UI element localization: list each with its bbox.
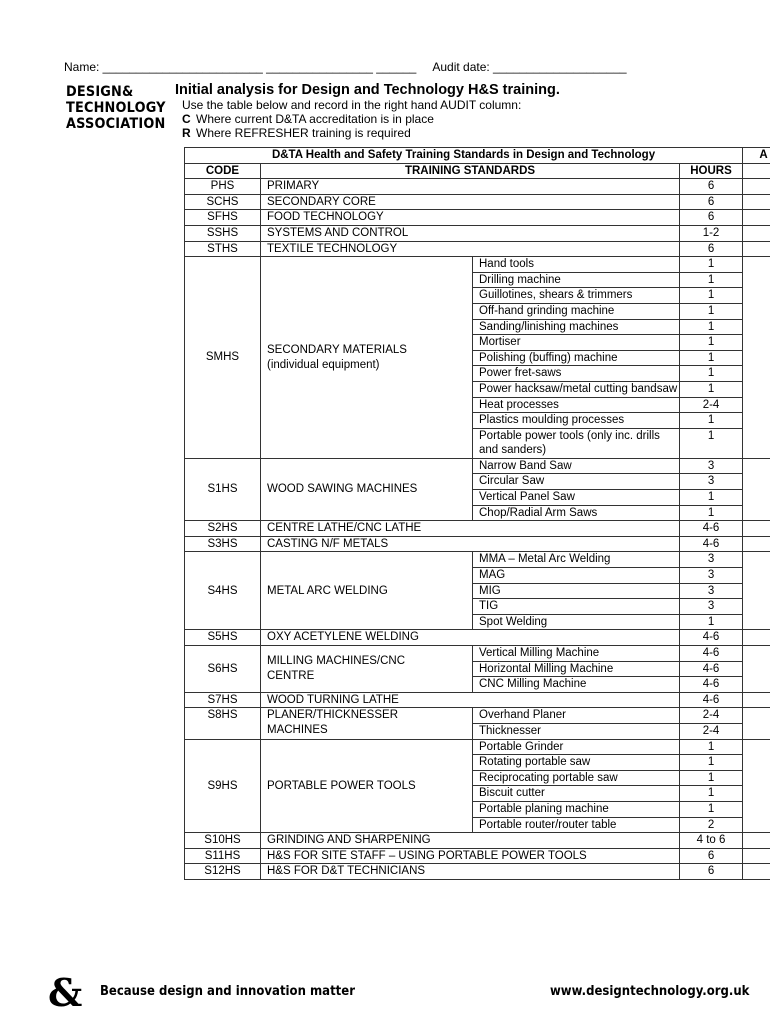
- hours-cell: 4-6: [680, 661, 743, 677]
- audit-cell[interactable]: [743, 194, 770, 210]
- table-row: [185, 630, 770, 646]
- table-row: [185, 833, 770, 849]
- code-cell: S5HS: [185, 630, 261, 646]
- equipment-cell: Rotating portable saw: [473, 755, 680, 771]
- hours-cell: 1: [680, 350, 743, 366]
- table-row: [185, 458, 770, 474]
- equipment-cell: TIG: [473, 599, 680, 615]
- training-standards-table: [184, 147, 770, 880]
- hours-cell: 2: [680, 817, 743, 833]
- audit-cell[interactable]: [743, 646, 770, 693]
- table-row: [185, 225, 770, 241]
- equipment-cell: Guillotines, shears & trimmers: [473, 288, 680, 304]
- hours-cell: 3: [680, 458, 743, 474]
- page-title: Initial analysis for Design and Technology H&S training.: [175, 82, 560, 98]
- equipment-cell: Portable Grinder: [473, 739, 680, 755]
- standard-cell: GRINDING AND SHARPENING: [261, 833, 680, 849]
- key-letter-r: R: [182, 126, 191, 140]
- hours-cell: 1: [680, 335, 743, 351]
- hours-cell: 2-4: [680, 723, 743, 739]
- equipment-cell: Portable router/router table: [473, 817, 680, 833]
- hours-cell: 1: [680, 428, 743, 458]
- logo-line-3: ASSOCIATION: [66, 116, 166, 132]
- audit-cell[interactable]: [743, 536, 770, 552]
- intro-key-r: [182, 126, 521, 140]
- footer-slogan: Because design and innovation matter: [100, 984, 355, 999]
- standard-cell: FOOD TECHNOLOGY: [261, 210, 680, 226]
- hours-cell: 4-6: [680, 646, 743, 662]
- hours-cell: 6: [680, 194, 743, 210]
- key-letter-c: C: [182, 112, 191, 126]
- audit-cell[interactable]: [743, 630, 770, 646]
- standard-cell: SYSTEMS AND CONTROL: [261, 225, 680, 241]
- hours-cell: 4-6: [680, 630, 743, 646]
- hours-cell: 4 to 6: [680, 833, 743, 849]
- table-row: [185, 646, 770, 662]
- hours-cell: 1-2: [680, 225, 743, 241]
- equipment-cell: Heat processes: [473, 397, 680, 413]
- code-cell: S7HS: [185, 692, 261, 708]
- hours-cell: 1: [680, 786, 743, 802]
- hours-cell: 3: [680, 552, 743, 568]
- code-cell: PHS: [185, 179, 261, 195]
- audit-cell[interactable]: [743, 739, 770, 833]
- ampersand-logo-icon: &: [48, 970, 83, 1015]
- audit-cell[interactable]: [743, 241, 770, 257]
- audit-cell[interactable]: [743, 864, 770, 880]
- hours-cell: 1: [680, 490, 743, 506]
- logo-line-1: DESIGN&: [66, 84, 134, 100]
- hours-cell: 6: [680, 210, 743, 226]
- standard-cell: H&S FOR SITE STAFF – USING PORTABLE POWER TOOLS: [261, 848, 680, 864]
- standard-cell: CASTING N/F METALS: [261, 536, 680, 552]
- audit-cell[interactable]: [743, 552, 770, 630]
- code-cell: S10HS: [185, 833, 261, 849]
- equipment-cell: MAG: [473, 568, 680, 584]
- hours-cell: 1: [680, 303, 743, 319]
- hours-cell: 6: [680, 848, 743, 864]
- equipment-cell: Polishing (buffing) machine: [473, 350, 680, 366]
- standard-name-line: CENTRE: [267, 669, 315, 682]
- hours-cell: 1: [680, 257, 743, 273]
- standard-cell: [261, 257, 473, 459]
- code-cell: SFHS: [185, 210, 261, 226]
- code-cell: S9HS: [185, 739, 261, 833]
- audit-cell[interactable]: [743, 848, 770, 864]
- hours-cell: 4-6: [680, 536, 743, 552]
- hours-cell: 1: [680, 366, 743, 382]
- equipment-cell: Power fret-saws: [473, 366, 680, 382]
- code-cell: S12HS: [185, 864, 261, 880]
- equipment-cell: Horizontal Milling Machine: [473, 661, 680, 677]
- standard-cell: WOOD TURNING LATHE: [261, 692, 680, 708]
- code-cell: S1HS: [185, 458, 261, 520]
- standard-cell: PRIMARY: [261, 179, 680, 195]
- intro-instruction: Use the table below and record in the right hand AUDIT column:: [182, 98, 522, 112]
- table-row: [185, 692, 770, 708]
- hours-cell: 1: [680, 288, 743, 304]
- standard-name-line: SECONDARY MATERIALS: [267, 343, 407, 356]
- table-header-row: [185, 163, 770, 179]
- table-row: [185, 552, 770, 568]
- audit-cell[interactable]: [743, 708, 770, 739]
- audit-cell[interactable]: [743, 210, 770, 226]
- hours-cell: 2-4: [680, 708, 743, 724]
- audit-cell[interactable]: [743, 692, 770, 708]
- equipment-cell: MMA – Metal Arc Welding: [473, 552, 680, 568]
- equipment-cell: Vertical Milling Machine: [473, 646, 680, 662]
- standard-cell: WOOD SAWING MACHINES: [261, 458, 473, 520]
- code-cell: SCHS: [185, 194, 261, 210]
- audit-cell[interactable]: [743, 257, 770, 459]
- audit-cell[interactable]: [743, 458, 770, 520]
- audit-cell[interactable]: [743, 225, 770, 241]
- table-row: [185, 521, 770, 537]
- table-row: [185, 864, 770, 880]
- audit-cell[interactable]: [743, 833, 770, 849]
- equipment-cell: Off-hand grinding machine: [473, 303, 680, 319]
- table-row: [185, 848, 770, 864]
- standard-cell: PORTABLE POWER TOOLS: [261, 739, 473, 833]
- hours-header: HOURS: [680, 163, 743, 179]
- equipment-cell: Sanding/linishing machines: [473, 319, 680, 335]
- hours-cell: 2-4: [680, 397, 743, 413]
- hours-cell: 1: [680, 770, 743, 786]
- equipment-cell: Spot Welding: [473, 614, 680, 630]
- standard-cell: [261, 708, 473, 739]
- equipment-cell: Chop/Radial Arm Saws: [473, 505, 680, 521]
- equipment-cell: Portable power tools (only inc. drills and sanders): [473, 428, 680, 458]
- code-cell: STHS: [185, 241, 261, 257]
- code-cell: S6HS: [185, 646, 261, 693]
- code-cell: S2HS: [185, 521, 261, 537]
- code-header: CODE: [185, 163, 261, 179]
- table-row: [185, 210, 770, 226]
- table-row: [185, 739, 770, 755]
- hours-cell: 1: [680, 272, 743, 288]
- equipment-cell: Power hacksaw/metal cutting bandsaw: [473, 381, 680, 397]
- standard-cell: H&S FOR D&T TECHNICIANS: [261, 864, 680, 880]
- equipment-cell: Plastics moulding processes: [473, 413, 680, 429]
- equipment-cell: Thicknesser: [473, 723, 680, 739]
- table-caption: D&TA Health and Safety Training Standards in Design and Technology: [185, 148, 743, 164]
- hours-cell: 1: [680, 381, 743, 397]
- hours-cell: 1: [680, 614, 743, 630]
- name-audit-line: Name: ________________________ ________________ ______ Audit date: ____________________: [64, 60, 627, 74]
- code-cell: S4HS: [185, 552, 261, 630]
- standard-name-line: (individual equipment): [267, 358, 380, 371]
- table-row: [185, 241, 770, 257]
- hours-cell: 3: [680, 583, 743, 599]
- hours-cell: 1: [680, 739, 743, 755]
- hours-cell: 6: [680, 864, 743, 880]
- hours-cell: 4-6: [680, 692, 743, 708]
- equipment-cell: Reciprocating portable saw: [473, 770, 680, 786]
- code-cell: S3HS: [185, 536, 261, 552]
- key-text-r: Where REFRESHER training is required: [196, 126, 411, 140]
- equipment-cell: Hand tools: [473, 257, 680, 273]
- audit-cell[interactable]: [743, 179, 770, 195]
- table-row: [185, 708, 770, 724]
- association-logo: [66, 84, 166, 132]
- table-row: [185, 257, 770, 273]
- equipment-cell: Mortiser: [473, 335, 680, 351]
- hours-cell: 4-6: [680, 677, 743, 693]
- table-row: [185, 194, 770, 210]
- hours-cell: 1: [680, 755, 743, 771]
- standard-name-line: MILLING MACHINES/CNC: [267, 655, 406, 668]
- code-cell: SMHS: [185, 257, 261, 459]
- code-cell: SSHS: [185, 225, 261, 241]
- standard-cell: [261, 646, 473, 693]
- audit-cell[interactable]: [743, 163, 770, 179]
- hours-cell: 6: [680, 241, 743, 257]
- footer-url: www.designtechnology.org.uk: [550, 984, 750, 999]
- hours-cell: 1: [680, 319, 743, 335]
- standard-cell: CENTRE LATHE/CNC LATHE: [261, 521, 680, 537]
- equipment-cell: CNC Milling Machine: [473, 677, 680, 693]
- hours-cell: 3: [680, 599, 743, 615]
- equipment-cell: Portable planing machine: [473, 801, 680, 817]
- audit-column-header: A: [743, 148, 770, 164]
- logo-line-2: TECHNOLOGY: [66, 100, 166, 116]
- standard-cell: TEXTILE TECHNOLOGY: [261, 241, 680, 257]
- equipment-cell: Narrow Band Saw: [473, 458, 680, 474]
- table-caption-row: [185, 148, 770, 164]
- hours-cell: 1: [680, 801, 743, 817]
- hours-cell: 1: [680, 505, 743, 521]
- standard-name-line: PLANER/THICKNESSER: [267, 709, 399, 722]
- equipment-cell: Biscuit cutter: [473, 786, 680, 802]
- hours-cell: 1: [680, 413, 743, 429]
- equipment-cell: Vertical Panel Saw: [473, 490, 680, 506]
- standard-name-line: MACHINES: [267, 723, 328, 736]
- code-cell: S8HS: [185, 708, 261, 739]
- standard-cell: SECONDARY CORE: [261, 194, 680, 210]
- intro-key-c: [182, 112, 521, 126]
- standards-header: TRAINING STANDARDS: [261, 163, 680, 179]
- audit-cell[interactable]: [743, 521, 770, 537]
- intro-block: [182, 98, 521, 140]
- hours-cell: 3: [680, 568, 743, 584]
- code-cell: S11HS: [185, 848, 261, 864]
- hours-cell: 3: [680, 474, 743, 490]
- key-text-c: Where current D&TA accreditation is in place: [196, 112, 434, 126]
- equipment-cell: Drilling machine: [473, 272, 680, 288]
- equipment-cell: Overhand Planer: [473, 708, 680, 724]
- table-row: [185, 536, 770, 552]
- equipment-cell: MIG: [473, 583, 680, 599]
- standard-cell: METAL ARC WELDING: [261, 552, 473, 630]
- hours-cell: 6: [680, 179, 743, 195]
- equipment-cell: Circular Saw: [473, 474, 680, 490]
- standard-cell: OXY ACETYLENE WELDING: [261, 630, 680, 646]
- table-row: [185, 179, 770, 195]
- hours-cell: 4-6: [680, 521, 743, 537]
